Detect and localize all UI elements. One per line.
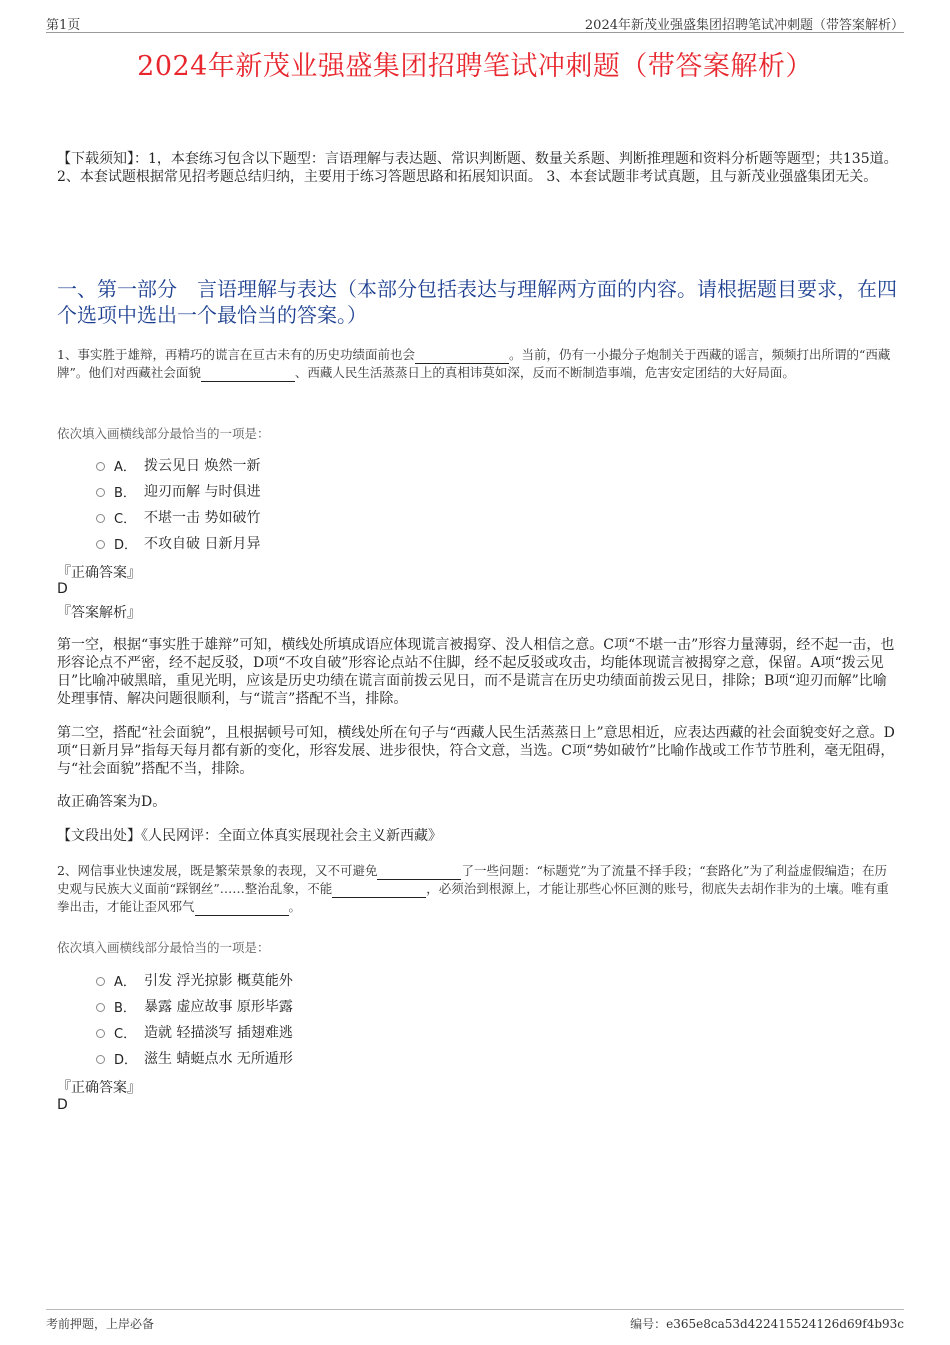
correct-answer-label: 『正确答案』 <box>57 1080 141 1096</box>
question-1-text-part2: 。当前，仍有一小撮分子炮制关于西藏的谣言，频频打出所谓的“西藏牌”。他们对西藏社会面貌 <box>57 347 891 380</box>
radio-icon[interactable] <box>96 514 105 523</box>
download-notice: 【下载须知】：1，本套练习包含以下题型：言语理解与表达题、常识判断题、数量关系题、判断推理题和资料分析题等题型；共135道。 2、本套试题根据常见招考题总结归纳，主要用于练习答题思路和拓展知识面。 3、本套试题非考试真题，且与新茂业强盛集团无关。 <box>57 151 898 185</box>
question-1-text-part1: 1、事实胜于雄辩，再精巧的谎言在亘古未有的历史功绩面前也会 <box>57 347 415 362</box>
option-text: 迎刃而解 与时俱进 <box>144 484 261 500</box>
answer-blank <box>332 883 426 898</box>
option-c[interactable] <box>96 504 260 530</box>
option-text: 引发 浮光掠影 概莫能外 <box>144 973 293 989</box>
question-1-options <box>96 452 260 556</box>
header-divider <box>46 32 904 33</box>
radio-icon[interactable] <box>96 462 105 471</box>
correct-answer: D <box>57 581 68 597</box>
question-2-stem <box>57 862 899 916</box>
option-d[interactable] <box>96 530 260 556</box>
question-1-stem <box>57 346 899 382</box>
option-text: 不堪一击 势如破竹 <box>144 510 261 526</box>
analysis-paragraph-2: 第二空，搭配“社会面貌”，且根据顿号可知，横线处所在句子与“西藏人民生活蒸蒸日上”意思相近，应表达西藏的社会面貌变好之意。D项“日新月异”指每天每月都有新的变化，形容发展、进步很快，符合文意，当选。C项“势如破竹”比喻作战或工作节节胜利，毫无阻碍，与“社会面貌”搭配不当，排除。 <box>57 725 895 777</box>
radio-icon[interactable] <box>96 1055 105 1064</box>
source-citation: 【文段出处】《人民网评：全面立体真实展现社会主义新西藏》 <box>57 828 442 844</box>
running-header-title: 2024年新茂业强盛集团招聘笔试冲刺题（带答案解析） <box>584 18 904 33</box>
question-2-text-part3: ，必须治到根源上，才能让那些心怀叵测的账号，彻底失去胡作非为的土壤。唯有重拳出击，才能让歪风邪气 <box>57 881 889 914</box>
question-2-text-part1: 2、网信事业快速发展，既是繁荣景象的表现，又不可避免 <box>57 863 378 878</box>
question-2-text-part4: 。 <box>288 899 302 914</box>
option-text: 暴露 虚应故事 原形毕露 <box>144 999 293 1015</box>
radio-icon[interactable] <box>96 1029 105 1038</box>
option-c[interactable] <box>96 1019 293 1045</box>
answer-blank <box>195 901 289 916</box>
answer-blank <box>201 367 295 382</box>
document-id: 编号：e365e8ca53d422415524126d69f4b93c <box>630 1317 904 1331</box>
option-text: 拨云见日 焕然一新 <box>144 458 261 474</box>
option-text: 不攻自破 日新月异 <box>144 536 261 552</box>
option-letter: C． <box>114 1026 137 1042</box>
option-letter: A． <box>114 459 136 475</box>
option-b[interactable] <box>96 993 293 1019</box>
option-text: 滋生 蜻蜓点水 无所遁形 <box>144 1051 293 1067</box>
radio-icon[interactable] <box>96 1003 105 1012</box>
option-d[interactable] <box>96 1045 293 1071</box>
section-heading: 一、第一部分 言语理解与表达（本部分包括表达与理解两方面的内容。请根据题目要求，在四个选项中选出一个最恰当的答案。） <box>57 277 897 327</box>
answer-blank <box>377 865 461 880</box>
question-2-text-part2: 了一些问题：“标题党”为了流量不择手段；“套路化”为了利益虚假编造；在历史观与民族大义面前“踩钢丝”……整治乱象，不能 <box>57 863 888 896</box>
question-2-options <box>96 967 293 1071</box>
radio-icon[interactable] <box>96 540 105 549</box>
question-1-prompt: 依次填入画横线部分最恰当的一项是： <box>57 426 270 441</box>
option-letter: B． <box>114 1000 136 1016</box>
option-a[interactable] <box>96 967 293 993</box>
option-text: 造就 轻描淡写 插翅难逃 <box>144 1025 293 1041</box>
analysis-paragraph-1: 第一空，根据“事实胜于雄辩”可知，横线处所填成语应体现谎言被揭穿、没人相信之意。C项“不堪一击”形容力量薄弱，经不起一击，也形容论点不严密，经不起反驳，D项“不攻自破”形容论点站不住脚，经不起反驳或攻击，均能体现谎言被揭穿之意，保留。A项“拨云见日”比喻冲破黑暗，重见光明，应该是历史功绩在谎言面前拨云见日，而不是谎言在历史功绩面前拨云见日，排除；B项“迎刃而解”比喻处理事情、解决问题很顺利，与“谎言”搭配不当，排除。 <box>57 637 895 707</box>
page-number: 第1页 <box>46 18 81 33</box>
option-letter: D． <box>114 1052 138 1068</box>
option-letter: C． <box>114 511 137 527</box>
analysis-label: 『答案解析』 <box>57 605 141 621</box>
question-1-text-part3: 、西藏人民生活蒸蒸日上的真相讳莫如深，反而不断制造事端，危害安定团结的大好局面。 <box>294 365 795 380</box>
option-letter: D． <box>114 537 138 553</box>
option-letter: B． <box>114 485 136 501</box>
option-a[interactable] <box>96 452 260 478</box>
answer-blank <box>415 349 509 364</box>
option-letter: A． <box>114 974 136 990</box>
option-b[interactable] <box>96 478 260 504</box>
document-title: 2024年新茂业强盛集团招聘笔试冲刺题（带答案解析） <box>137 51 813 82</box>
footer-slogan: 考前押题，上岸必备 <box>46 1317 155 1331</box>
analysis-conclusion: 故正确答案为D。 <box>57 794 167 810</box>
radio-icon[interactable] <box>96 977 105 986</box>
correct-answer-label: 『正确答案』 <box>57 565 141 581</box>
radio-icon[interactable] <box>96 488 105 497</box>
footer-divider <box>46 1309 904 1310</box>
correct-answer: D <box>57 1097 68 1113</box>
question-2-prompt: 依次填入画横线部分最恰当的一项是： <box>57 940 270 955</box>
